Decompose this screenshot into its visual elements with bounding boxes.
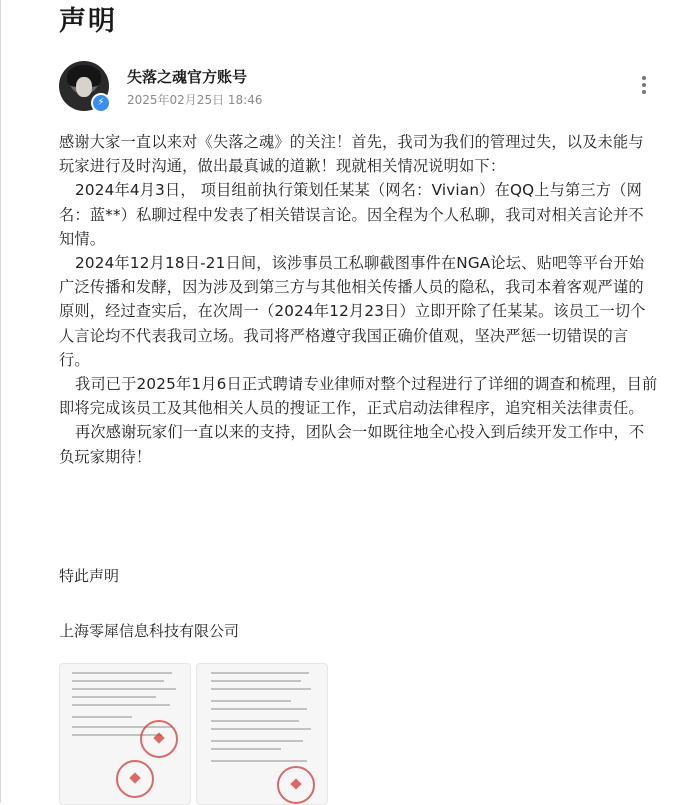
post-timestamp: 2025年02月25日 18:46 (127, 93, 263, 107)
red-seal-icon (140, 720, 178, 758)
doc-line (211, 672, 309, 674)
doc-line (211, 708, 307, 710)
more-dot (642, 83, 646, 87)
doc-line (211, 748, 281, 750)
doc-line (211, 680, 301, 682)
doc-line (211, 728, 311, 730)
author-name[interactable]: 失落之魂官方账号 (127, 68, 248, 86)
doc-line (72, 672, 172, 674)
avatar-face (76, 77, 92, 97)
body-paragraph-3: 我司已于2025年1月6日正式聘请专业律师对整个过程进行了详细的调查和梳理，目前即将完成该员工及其他相关人员的搜证工作，正式启动法律程序，追究相关法律责任。 (59, 375, 658, 418)
body-paragraph-2: 2024年12月18日-21日间，该涉事员工私聊截图事件在NGA论坛、贴吧等平台开始广泛传播和发酵，因为涉及到第三方与其他相关传播人员的隐私，我司本着客观严谨的原则，经过查实后，在次周一（2024年12月23日）立即开除了任某某。该员工一切个人言论均不代表我司立场。我司将严格遵守我国正确价值观，坚决严惩一切错误的言行。 (59, 254, 646, 369)
author-header (59, 61, 659, 113)
body-paragraph-1: 2024年4月3日， 项目组前执行策划任某某（网名：Vivian）在QQ上与第三方（网名：蓝**）私聊过程中发表了相关错误言论。因全程为个人私聊，我司对相关言论并不知情。 (59, 181, 644, 248)
doc-line (211, 720, 299, 722)
red-seal-icon (116, 760, 154, 798)
doc-line (72, 704, 170, 706)
doc-line (72, 680, 164, 682)
doc-line (72, 696, 156, 698)
page-border (0, 0, 1, 803)
more-options-icon[interactable] (634, 73, 654, 97)
more-dot (642, 76, 646, 80)
doc-line (211, 688, 311, 690)
body-paragraph-intro: 感谢大家一直以来对《失落之魂》的关注！首先，我司为我们的管理过失，以及未能与玩家进行及时沟通，做出最真诚的道歉！现就相关情况说明如下： (59, 133, 644, 176)
doc-line (72, 688, 176, 690)
verified-badge-icon: ⚡ (91, 93, 111, 113)
attachment-document-2[interactable] (196, 663, 328, 805)
doc-line (211, 760, 307, 762)
body-paragraph-4: 再次感谢玩家们一直以来的支持，团队会一如既往地全心投入到后续开发工作中，不负玩家期待！ (59, 423, 645, 466)
page-title: 声明 (59, 6, 117, 37)
doc-line (211, 740, 303, 742)
post-body (59, 130, 659, 469)
more-dot (642, 90, 646, 94)
red-seal-icon (277, 766, 315, 804)
doc-line (211, 700, 291, 702)
company-name: 上海零犀信息科技有限公司 (59, 622, 240, 640)
doc-line (72, 716, 132, 718)
sign-off: 特此声明 (59, 567, 120, 585)
attachment-document-1[interactable] (59, 663, 191, 805)
